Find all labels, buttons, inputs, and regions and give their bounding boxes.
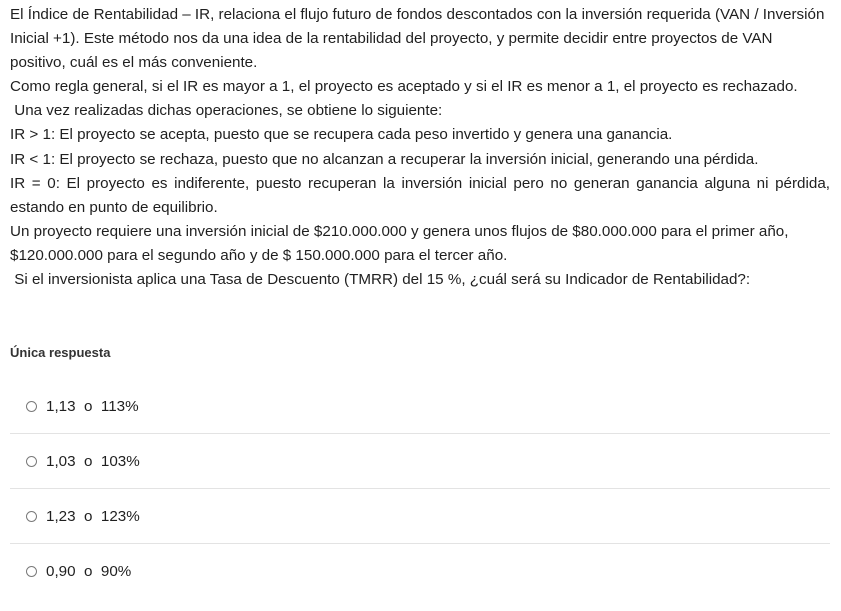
answer-label: 1,23 o 123% <box>46 507 140 525</box>
question-paragraph: El Índice de Rentabilidad – IR, relaciona el flujo futuro de fondos descontados con la inversión requerida (VAN / Inversión Inicial +1). Este método nos da una idea de la rentabilidad del proyecto, y permite decidir entre proyectos de VAN positivo, cuál es el más conveniente. <box>10 6 825 72</box>
question-text <box>10 3 830 292</box>
answer-label: 1,13 o 113% <box>46 397 139 415</box>
answer-option[interactable] <box>10 379 830 434</box>
answer-option[interactable] <box>10 434 830 489</box>
answer-option[interactable] <box>10 544 830 599</box>
question-paragraph: IR > 1: El proyecto se acepta, puesto que se recupera cada peso invertido y genera una ganancia. <box>10 126 673 144</box>
question-paragraph: Un proyecto requiere una inversión inicial de $210.000.000 y genera unos flujos de $80.000.000 para el primer año, $120.000.000 para el segundo año y de $ 150.000.000 para el tercer año. <box>10 222 789 264</box>
question-paragraph: Como regla general, si el IR es mayor a 1, el proyecto es aceptado y si el IR es menor a 1, el proyecto es rechazado. <box>10 78 798 96</box>
radio-button[interactable] <box>26 456 37 467</box>
answer-option[interactable] <box>10 489 830 544</box>
radio-button[interactable] <box>26 566 37 577</box>
question-paragraph: IR = 0: El proyecto es indiferente, puesto recuperan la inversión inicial pero no generan ganancia alguna ni pérdida, estando en punto de equilibrio. <box>10 174 830 216</box>
answer-options <box>10 379 830 599</box>
question-paragraph: Si el inversionista aplica una Tasa de Descuento (TMRR) del 15 %, ¿cuál será su Indicador de Rentabilidad?: <box>10 271 751 289</box>
question-paragraph: IR < 1: El proyecto se rechaza, puesto que no alcanzan a recuperar la inversión inicial, generando una pérdida. <box>10 150 759 168</box>
radio-button[interactable] <box>26 511 37 522</box>
question-type-label: Única respuesta <box>10 345 111 360</box>
question-paragraph: Una vez realizadas dichas operaciones, se obtiene lo siguiente: <box>10 102 443 120</box>
answer-label: 1,03 o 103% <box>46 452 140 470</box>
radio-button[interactable] <box>26 401 37 412</box>
answer-label: 0,90 o 90% <box>46 563 132 580</box>
